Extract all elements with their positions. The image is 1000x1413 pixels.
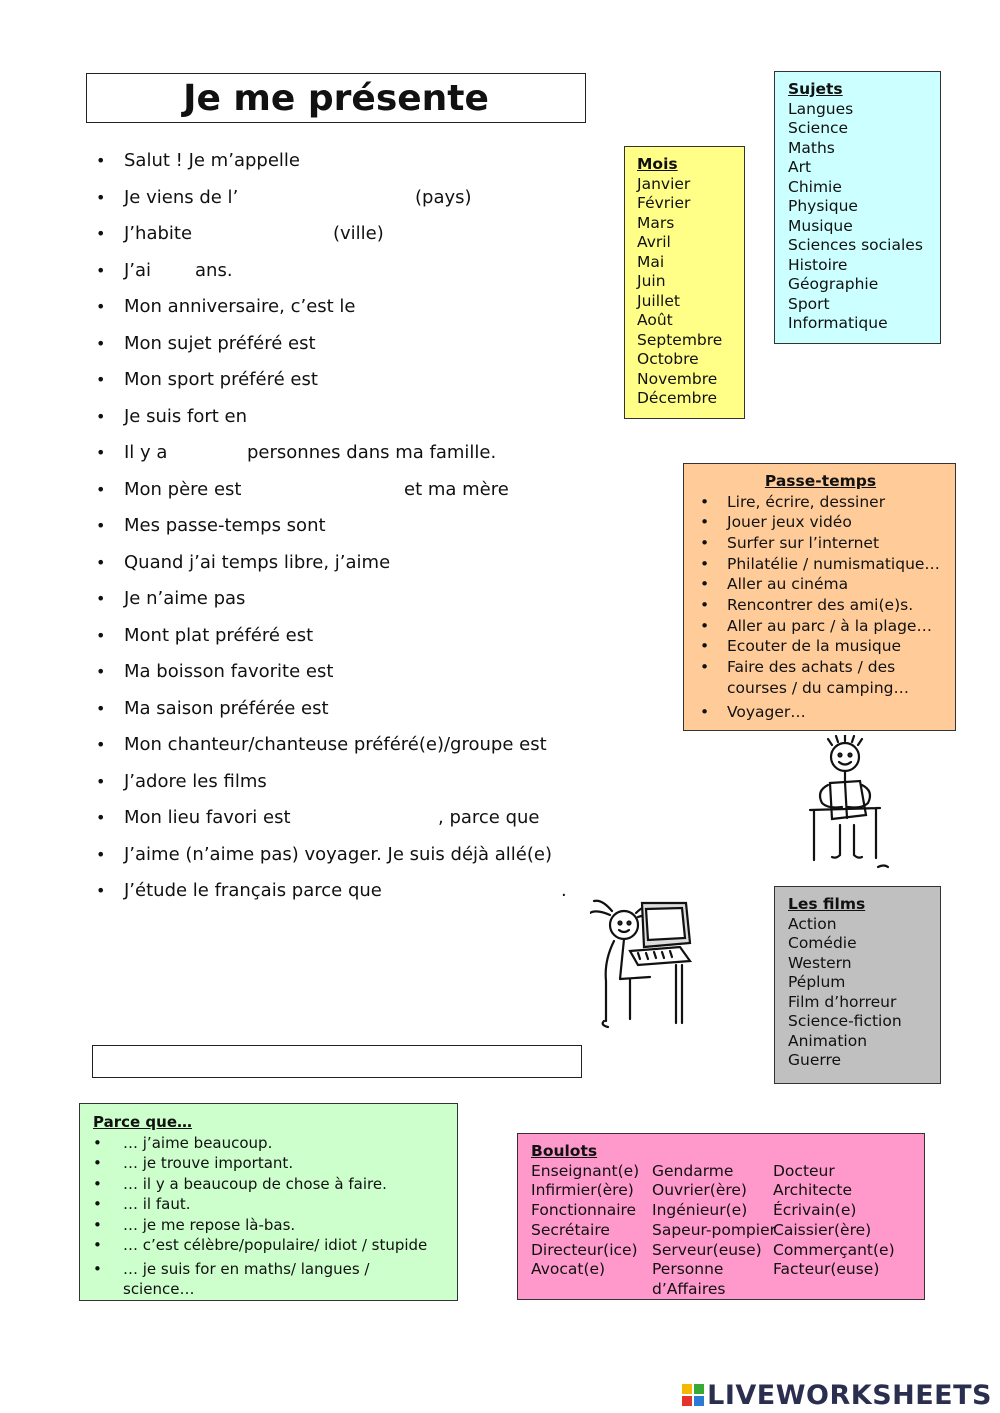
month-item: Mai — [637, 252, 665, 271]
job-item: Secrétaire — [531, 1220, 610, 1239]
answer-input-box[interactable] — [92, 1045, 582, 1078]
subject-item: Informatique — [788, 314, 888, 332]
subject-item: Art — [788, 158, 812, 176]
film-item: Western — [788, 953, 852, 972]
job-item: Facteur(euse) — [773, 1260, 880, 1279]
month-item: Mars — [637, 213, 675, 232]
months-box — [624, 146, 745, 419]
list-item: • Quand j’ai temps libre, j’aime — [96, 550, 616, 587]
subject-item: Sport — [788, 294, 830, 313]
jobs-heading: Boulots — [531, 1142, 598, 1160]
month-item: Août — [637, 311, 673, 329]
subject-item: Musique — [788, 216, 853, 235]
job-item: Enseignant(e) — [531, 1161, 640, 1180]
months-heading: Mois — [637, 155, 678, 173]
month-item: Décembre — [637, 389, 718, 407]
because-heading: Parce que… — [93, 1113, 192, 1131]
film-item: Science-fiction — [788, 1012, 902, 1030]
subject-item: Physique — [788, 197, 858, 215]
subject-item: Science — [788, 119, 849, 137]
because-item: • … c’est célèbre/populaire/ idiot / stupide — [93, 1235, 449, 1256]
subjects-box — [774, 71, 941, 344]
film-item: Guerre — [788, 1051, 842, 1069]
subject-item: Histoire — [788, 255, 848, 274]
job-item: Avocat(e) — [531, 1260, 606, 1279]
liveworksheets-logo — [682, 1380, 992, 1411]
logo-text: LIVEWORKSHEETS — [707, 1380, 992, 1411]
list-item: • Mon père est et ma mère — [96, 477, 616, 514]
list-item: • Je suis fort en — [96, 404, 616, 441]
list-item: • Salut ! Je m’appelle — [96, 148, 616, 185]
month-item: Novembre — [637, 369, 718, 388]
job-item: Architecte — [773, 1181, 853, 1200]
jobs-column-1 — [531, 1162, 652, 1300]
list-item: • J’aime (n’aime pas) voyager. Je suis déjà allé(e) — [96, 842, 616, 879]
list-item: • Ma boisson favorite est — [96, 659, 616, 696]
list-item: • Je n’aime pas — [96, 586, 616, 623]
month-item: Septembre — [637, 330, 723, 349]
job-item: Ouvrier(ère) — [652, 1181, 747, 1200]
job-item: Serveur(euse) — [652, 1240, 762, 1259]
hobby-item: • Philatélie / numismatique… — [694, 554, 947, 575]
list-item: • Mon lieu favori est , parce que — [96, 805, 616, 842]
film-item: Péplum — [788, 973, 846, 991]
because-item: • … il y a beaucoup de chose à faire. — [93, 1174, 449, 1195]
list-item: • J’étude le français parce que . — [96, 878, 616, 915]
hobby-item: • Lire, écrire, dessiner — [694, 492, 947, 513]
list-item: • Mont plat préféré est — [96, 623, 616, 660]
because-box — [79, 1103, 458, 1301]
month-item: Octobre — [637, 350, 699, 368]
hobbies-heading: Passe-temps — [764, 472, 877, 490]
because-item: • … je suis for en maths/ langues / science… — [93, 1259, 383, 1300]
because-item: • … je me repose là-bas. — [93, 1215, 449, 1236]
list-item: • Mon chanteur/chanteuse préféré(e)/groupe est — [96, 732, 616, 769]
list-item: • J’ai ans. — [96, 258, 616, 295]
film-item: Action — [788, 914, 837, 933]
film-item: Animation — [788, 1031, 868, 1050]
list-item: • Il y a personnes dans ma famille. — [96, 440, 616, 477]
month-item: Juillet — [637, 291, 680, 310]
list-item: • Mon sujet préféré est — [96, 331, 616, 368]
list-item: • Mes passe-temps sont — [96, 513, 616, 550]
subject-item: Maths — [788, 138, 835, 157]
jobs-column-3 — [773, 1162, 894, 1300]
films-box — [774, 886, 941, 1084]
job-item: Commerçant(e) — [773, 1240, 895, 1259]
month-item: Avril — [637, 233, 671, 251]
month-item: Janvier — [637, 174, 691, 193]
hobby-item: • Aller au parc / à la plage… — [694, 616, 947, 637]
sentence-list — [96, 148, 616, 915]
film-item: Comédie — [788, 934, 857, 952]
job-item: Personne d’Affaires — [652, 1260, 726, 1298]
list-item: • J’adore les films — [96, 769, 616, 806]
list-item: • Mon sport préféré est — [96, 367, 616, 404]
job-item: Docteur — [773, 1161, 835, 1180]
jobs-box — [517, 1133, 925, 1300]
hobby-item: • Voyager… — [694, 702, 947, 723]
job-item: Gendarme — [652, 1161, 734, 1180]
job-item: Directeur(ice) — [531, 1240, 638, 1259]
subject-item: Géographie — [788, 275, 879, 293]
list-item: • Ma saison préférée est — [96, 696, 616, 733]
list-item: • J’habite (ville) — [96, 221, 616, 258]
hobby-item: • Ecouter de la musique — [694, 636, 947, 657]
hobby-item: • Surfer sur l’internet — [694, 533, 947, 554]
list-item: • Mon anniversaire, c’est le — [96, 294, 616, 331]
subject-item: Chimie — [788, 177, 842, 196]
because-item: • … j’aime beaucoup. — [93, 1133, 449, 1154]
subject-item: Langues — [788, 99, 854, 118]
because-item: • … il faut. — [93, 1194, 449, 1215]
job-item: Infirmier(ère) — [531, 1181, 634, 1200]
job-item: Ingénieur(e) — [652, 1201, 748, 1220]
job-item: Caissier(ère) — [773, 1220, 872, 1239]
film-item: Film d’horreur — [788, 992, 897, 1011]
jobs-column-2 — [652, 1161, 776, 1300]
hobby-item: • Faire des achats / des courses / du camping… — [694, 657, 937, 698]
hobby-item: • Rencontrer des ami(e)s. — [694, 595, 947, 616]
logo-badge-icon — [682, 1384, 704, 1406]
month-item: Février — [637, 194, 691, 212]
page-title: Je me présente — [86, 73, 586, 123]
hobbies-box — [683, 463, 956, 731]
subject-item: Sciences sociales — [788, 236, 923, 254]
subjects-heading: Sujets — [788, 80, 843, 98]
hobby-item: • Aller au cinéma — [694, 574, 947, 595]
reading-kid-drawing — [800, 735, 895, 875]
job-item: Sapeur-pompier — [652, 1220, 776, 1239]
list-item: • Je viens de l’ (pays) — [96, 185, 616, 222]
computer-kid-drawing — [590, 895, 710, 1030]
films-heading: Les films — [788, 895, 866, 913]
job-item: Écrivain(e) — [773, 1201, 857, 1220]
because-item: • … je trouve important. — [93, 1153, 449, 1174]
month-item: Juin — [637, 272, 666, 290]
job-item: Fonctionnaire — [531, 1201, 637, 1220]
hobby-item: • Jouer jeux vidéo — [694, 512, 947, 533]
